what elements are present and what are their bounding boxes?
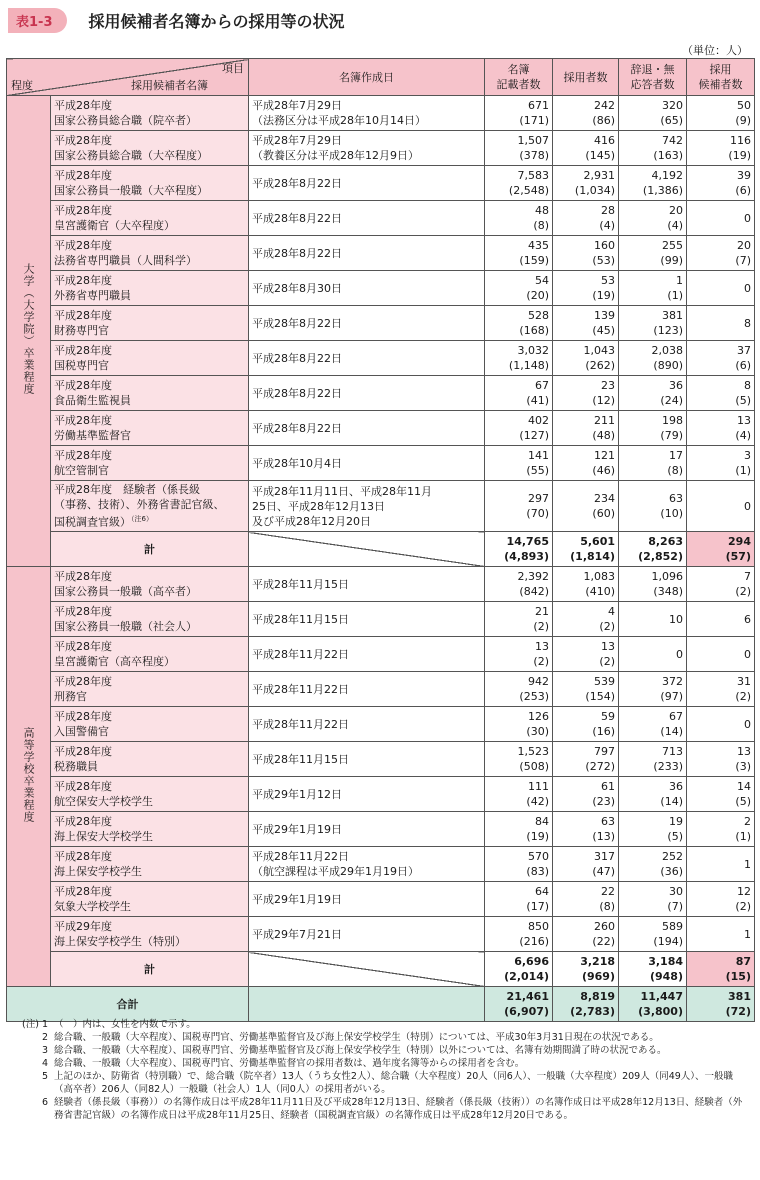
- note-text: （ ）内は、女性を内数で示す。: [54, 1019, 196, 1030]
- declined-cell: 17 (8): [619, 446, 687, 481]
- table-row: [7, 271, 755, 306]
- hired-cell: 1,043 (262): [553, 341, 619, 376]
- note-text: 総合職、一般職（大卒程度）、国税専門官、労働基準監督官の採用者数は、過年度名簿等からの採用者を含む。: [54, 1058, 525, 1069]
- registered-cell: 48 (8): [485, 201, 553, 236]
- grand-total-remaining: 381 (72): [687, 987, 755, 1022]
- note-item: [10, 1044, 750, 1057]
- list-date-cell: 平成28年8月22日: [249, 306, 485, 341]
- unit-label: （単位：人）: [682, 44, 748, 57]
- table-row: [7, 707, 755, 742]
- note-number: 5: [41, 1071, 48, 1082]
- remaining-cell: 0: [687, 271, 755, 306]
- registered-cell: 13 (2): [485, 637, 553, 672]
- hired-cell: 260 (22): [553, 917, 619, 952]
- declined-cell: 0: [619, 637, 687, 672]
- list-date-cell: 平成28年8月22日: [249, 341, 485, 376]
- header-candidate-name: 採用候補者名簿: [131, 79, 208, 92]
- grand-total-row: [7, 987, 755, 1022]
- remaining-cell: 13 (4): [687, 411, 755, 446]
- registered-cell: 84 (19): [485, 812, 553, 847]
- remaining-cell: 0: [687, 637, 755, 672]
- table-row: [7, 376, 755, 411]
- subtotal-row: [7, 532, 755, 567]
- table-row: [7, 341, 755, 376]
- exam-name-cell: 平成28年度 皇宮護衛官（大卒程度）: [51, 201, 249, 236]
- list-date-cell: 平成28年8月22日: [249, 376, 485, 411]
- exam-name-cell: 平成28年度 財務専門官: [51, 306, 249, 341]
- hired-cell: 539 (154): [553, 672, 619, 707]
- registered-cell: 3,032 (1,148): [485, 341, 553, 376]
- list-date-cell: 平成28年11月22日: [249, 707, 485, 742]
- exam-name-cell: 平成28年度 皇宮護衛官（高卒程度）: [51, 637, 249, 672]
- remaining-cell: 8 (5): [687, 376, 755, 411]
- registered-cell: 7,583 (2,548): [485, 166, 553, 201]
- remaining-cell: 116 (19): [687, 131, 755, 166]
- declined-cell: 67 (14): [619, 707, 687, 742]
- remaining-cell: 13 (3): [687, 742, 755, 777]
- grand-total-date-blank: [249, 987, 485, 1022]
- table-row: [7, 201, 755, 236]
- table-header-row: [7, 59, 755, 96]
- remaining-cell: 50 (9): [687, 96, 755, 131]
- subtotal-remaining: 294 (57): [687, 532, 755, 567]
- note-text: 総合職、一般職（大卒程度）、国税専門官、労働基準監督官及び海上保安学校学生（特別）については、平成30年3月31日現在の状況である。: [54, 1032, 659, 1043]
- subtotal-row: [7, 952, 755, 987]
- table-row: [7, 236, 755, 271]
- note-text: 上記のほか、防衛省（特別職）で、総合職（院卒者）13人（うち女性2人）、総合職（大卒程度）20人（同6人）、一般職（大卒程度）209人（同49人）、一般職（高卒者）206人（同82人）一般職（社会人）1人（同0人）の採用者がいる。: [54, 1071, 734, 1095]
- registered-cell: 1,507 (378): [485, 131, 553, 166]
- table-row: [7, 882, 755, 917]
- note-number: 2: [41, 1032, 48, 1043]
- header-remaining: 採用 候補者数: [687, 59, 755, 96]
- registered-cell: 297 (70): [485, 481, 553, 532]
- table-row: [7, 742, 755, 777]
- table-row: [7, 96, 755, 131]
- title-row: [8, 6, 345, 34]
- declined-cell: 63 (10): [619, 481, 687, 532]
- list-date-cell: 平成28年10月4日: [249, 446, 485, 481]
- subtotal-remaining: 87 (15): [687, 952, 755, 987]
- hired-cell: 797 (272): [553, 742, 619, 777]
- exam-name-cell: 平成28年度 気象大学校学生: [51, 882, 249, 917]
- declined-cell: 372 (97): [619, 672, 687, 707]
- exam-name-cell: 平成28年度 国家公務員総合職（院卒者）: [51, 96, 249, 131]
- declined-cell: 198 (79): [619, 411, 687, 446]
- registered-cell: 21 (2): [485, 602, 553, 637]
- registered-cell: 141 (55): [485, 446, 553, 481]
- registered-cell: 570 (83): [485, 847, 553, 882]
- hired-cell: 4 (2): [553, 602, 619, 637]
- table-row: [7, 131, 755, 166]
- remaining-cell: 8: [687, 306, 755, 341]
- header-item-cell: [7, 59, 249, 96]
- registered-cell: 111 (42): [485, 777, 553, 812]
- remaining-cell: 20 (7): [687, 236, 755, 271]
- footnote-marker: （注6）: [131, 515, 153, 524]
- exam-name-cell: 平成29年度 海上保安学校学生（特別）: [51, 917, 249, 952]
- remaining-cell: 12 (2): [687, 882, 755, 917]
- hired-cell: 2,931 (1,034): [553, 166, 619, 201]
- exam-name-cell: 平成28年度 国家公務員一般職（高卒者）: [51, 567, 249, 602]
- remaining-cell: 31 (2): [687, 672, 755, 707]
- list-date-cell: 平成28年11月15日: [249, 567, 485, 602]
- declined-cell: 589 (194): [619, 917, 687, 952]
- list-date-cell: 平成28年11月15日: [249, 742, 485, 777]
- table-row: [7, 847, 755, 882]
- subtotal-declined: 8,263 (2,852): [619, 532, 687, 567]
- note-number: 6: [41, 1097, 48, 1108]
- remaining-cell: 14 (5): [687, 777, 755, 812]
- exam-name-cell: 平成28年度 国家公務員一般職（社会人）: [51, 602, 249, 637]
- registered-cell: 67 (41): [485, 376, 553, 411]
- table-row: [7, 446, 755, 481]
- table-row: [7, 411, 755, 446]
- table-number-badge: 表1-3: [8, 8, 67, 33]
- hired-cell: 234 (60): [553, 481, 619, 532]
- table-row: [7, 166, 755, 201]
- note-item: [10, 1057, 750, 1070]
- subtotal-hired: 5,601 (1,814): [553, 532, 619, 567]
- table-row: [7, 637, 755, 672]
- subtotal-registered: 6,696 (2,014): [485, 952, 553, 987]
- registered-cell: 402 (127): [485, 411, 553, 446]
- exam-name-cell: 平成28年度 海上保安学校学生: [51, 847, 249, 882]
- declined-cell: 381 (123): [619, 306, 687, 341]
- list-date-cell: 平成28年8月22日: [249, 411, 485, 446]
- hired-cell: 121 (46): [553, 446, 619, 481]
- notes-section: [10, 1018, 750, 1122]
- hired-cell: 1,083 (410): [553, 567, 619, 602]
- declined-cell: 20 (4): [619, 201, 687, 236]
- list-date-cell: 平成29年1月19日: [249, 882, 485, 917]
- page-title: 採用候補者名簿からの採用等の状況: [88, 11, 345, 31]
- remaining-cell: 39 (6): [687, 166, 755, 201]
- registered-cell: 54 (20): [485, 271, 553, 306]
- subtotal-hired: 3,218 (969): [553, 952, 619, 987]
- table-row: [7, 481, 755, 532]
- list-date-cell: 平成28年8月22日: [249, 201, 485, 236]
- exam-name-cell: 平成28年度 航空保安大学校学生: [51, 777, 249, 812]
- declined-cell: 255 (99): [619, 236, 687, 271]
- hiring-status-table: [6, 58, 755, 1022]
- header-level: 程度: [11, 79, 33, 92]
- remaining-cell: 1: [687, 847, 755, 882]
- exam-name-cell: 平成28年度 食品衛生監視員: [51, 376, 249, 411]
- grand-total-registered: 21,461 (6,907): [485, 987, 553, 1022]
- table-row: [7, 777, 755, 812]
- subtotal-registered: 14,765 (4,893): [485, 532, 553, 567]
- hired-cell: 59 (16): [553, 707, 619, 742]
- grand-total-declined: 11,447 (3,800): [619, 987, 687, 1022]
- hired-cell: 160 (53): [553, 236, 619, 271]
- registered-cell: 671 (171): [485, 96, 553, 131]
- exam-name-cell: 平成28年度 国家公務員総合職（大卒程度）: [51, 131, 249, 166]
- hired-cell: 22 (8): [553, 882, 619, 917]
- grand-total-label: 合計: [7, 987, 249, 1022]
- list-date-cell: 平成28年11月11日、平成28年11月 25日、平成28年12月13日 及び平成28年12月20日: [249, 481, 485, 532]
- list-date-cell: 平成29年1月12日: [249, 777, 485, 812]
- registered-cell: 435 (159): [485, 236, 553, 271]
- hired-cell: 13 (2): [553, 637, 619, 672]
- header-declined: 辞退・無 応答者数: [619, 59, 687, 96]
- hired-cell: 28 (4): [553, 201, 619, 236]
- hired-cell: 61 (23): [553, 777, 619, 812]
- hired-cell: 63 (13): [553, 812, 619, 847]
- declined-cell: 1 (1): [619, 271, 687, 306]
- list-date-cell: 平成28年11月22日 （航空課程は平成29年1月19日）: [249, 847, 485, 882]
- hired-cell: 139 (45): [553, 306, 619, 341]
- list-date-cell: 平成28年11月22日: [249, 672, 485, 707]
- remaining-cell: 3 (1): [687, 446, 755, 481]
- exam-name-cell: 平成28年度 航空管制官: [51, 446, 249, 481]
- level-group-label: 大学（大学院）卒業程度: [7, 96, 51, 567]
- remaining-cell: 6: [687, 602, 755, 637]
- exam-name-cell: 平成28年度 国税専門官: [51, 341, 249, 376]
- note-item: [10, 1018, 750, 1031]
- subtotal-date-blank: [249, 532, 485, 567]
- grand-total-hired: 8,819 (2,783): [553, 987, 619, 1022]
- exam-name-cell: 平成28年度 法務省専門職員（人間科学）: [51, 236, 249, 271]
- exam-name-cell: 平成28年度 外務省専門職員: [51, 271, 249, 306]
- declined-cell: 252 (36): [619, 847, 687, 882]
- hired-cell: 242 (86): [553, 96, 619, 131]
- remaining-cell: 0: [687, 707, 755, 742]
- declined-cell: 36 (24): [619, 376, 687, 411]
- table-row: [7, 602, 755, 637]
- declined-cell: 2,038 (890): [619, 341, 687, 376]
- exam-name-cell: 平成28年度 入国警備官: [51, 707, 249, 742]
- list-date-cell: 平成28年8月22日: [249, 236, 485, 271]
- list-date-cell: 平成28年7月29日 （教養区分は平成28年12月9日）: [249, 131, 485, 166]
- declined-cell: 19 (5): [619, 812, 687, 847]
- list-date-cell: 平成29年7月21日: [249, 917, 485, 952]
- note-item: [10, 1096, 750, 1122]
- registered-cell: 126 (30): [485, 707, 553, 742]
- remaining-cell: 7 (2): [687, 567, 755, 602]
- declined-cell: 30 (7): [619, 882, 687, 917]
- note-item: [10, 1031, 750, 1044]
- registered-cell: 1,523 (508): [485, 742, 553, 777]
- registered-cell: 850 (216): [485, 917, 553, 952]
- hired-cell: 416 (145): [553, 131, 619, 166]
- registered-cell: 528 (168): [485, 306, 553, 341]
- declined-cell: 10: [619, 602, 687, 637]
- list-date-cell: 平成29年1月19日: [249, 812, 485, 847]
- note-item: [10, 1070, 750, 1096]
- header-item: 項目: [222, 62, 244, 75]
- table-row: [7, 917, 755, 952]
- declined-cell: 713 (233): [619, 742, 687, 777]
- note-number: 4: [41, 1058, 48, 1069]
- exam-name-cell: 平成28年度 海上保安大学校学生: [51, 812, 249, 847]
- exam-name-cell: 平成28年度 経験者（係長級 （事務、技術）、外務省書記官級、 国税調査官級）$^{(注6)}$: [51, 481, 249, 532]
- hired-cell: 23 (12): [553, 376, 619, 411]
- list-date-cell: 平成28年8月22日: [249, 166, 485, 201]
- list-date-cell: 平成28年8月30日: [249, 271, 485, 306]
- note-number: 3: [41, 1045, 48, 1056]
- registered-cell: 942 (253): [485, 672, 553, 707]
- exam-name-cell: 平成28年度 刑務官: [51, 672, 249, 707]
- note-text: 経験者（係長級（事務））の名簿作成日は平成28年11月11日及び平成28年12月13日、経験者（係長級（技術））の名簿作成日は平成28年12月13日、経験者（外務省書記官級）の名簿作成日は平成28年11月25日、経験者（国税調査官級）の名簿作成日は平成28年12月20日である。: [54, 1097, 743, 1121]
- subtotal-date-blank: [249, 952, 485, 987]
- list-date-cell: 平成28年11月15日: [249, 602, 485, 637]
- table-row: [7, 567, 755, 602]
- hired-cell: 53 (19): [553, 271, 619, 306]
- subtotal-declined: 3,184 (948): [619, 952, 687, 987]
- table-row: [7, 812, 755, 847]
- subtotal-label: 計: [51, 532, 249, 567]
- header-hired: 採用者数: [553, 59, 619, 96]
- registered-cell: 2,392 (842): [485, 567, 553, 602]
- registered-cell: 64 (17): [485, 882, 553, 917]
- hired-cell: 211 (48): [553, 411, 619, 446]
- exam-name-cell: 平成28年度 国家公務員一般職（大卒程度）: [51, 166, 249, 201]
- declined-cell: 4,192 (1,386): [619, 166, 687, 201]
- exam-name-cell: 平成28年度 税務職員: [51, 742, 249, 777]
- exam-name-cell: 平成28年度 労働基準監督官: [51, 411, 249, 446]
- header-registered: 名簿 記載者数: [485, 59, 553, 96]
- declined-cell: 742 (163): [619, 131, 687, 166]
- hired-cell: 317 (47): [553, 847, 619, 882]
- declined-cell: 36 (14): [619, 777, 687, 812]
- subtotal-label: 計: [51, 952, 249, 987]
- level-group-label: 高等学校卒業程度: [7, 567, 51, 987]
- declined-cell: 320 (65): [619, 96, 687, 131]
- list-date-cell: 平成28年7月29日 （法務区分は平成28年10月14日）: [249, 96, 485, 131]
- remaining-cell: 1: [687, 917, 755, 952]
- table-row: [7, 672, 755, 707]
- remaining-cell: 0: [687, 481, 755, 532]
- table-row: [7, 306, 755, 341]
- note-number: (注) 1: [22, 1019, 48, 1030]
- remaining-cell: 0: [687, 201, 755, 236]
- note-text: 総合職、一般職（大卒程度）、国税専門官、労働基準監督官及び海上保安学校学生（特別）以外については、名簿有効期間満了時の状況である。: [54, 1045, 667, 1056]
- remaining-cell: 2 (1): [687, 812, 755, 847]
- declined-cell: 1,096 (348): [619, 567, 687, 602]
- header-date: 名簿作成日: [249, 59, 485, 96]
- list-date-cell: 平成28年11月22日: [249, 637, 485, 672]
- remaining-cell: 37 (6): [687, 341, 755, 376]
